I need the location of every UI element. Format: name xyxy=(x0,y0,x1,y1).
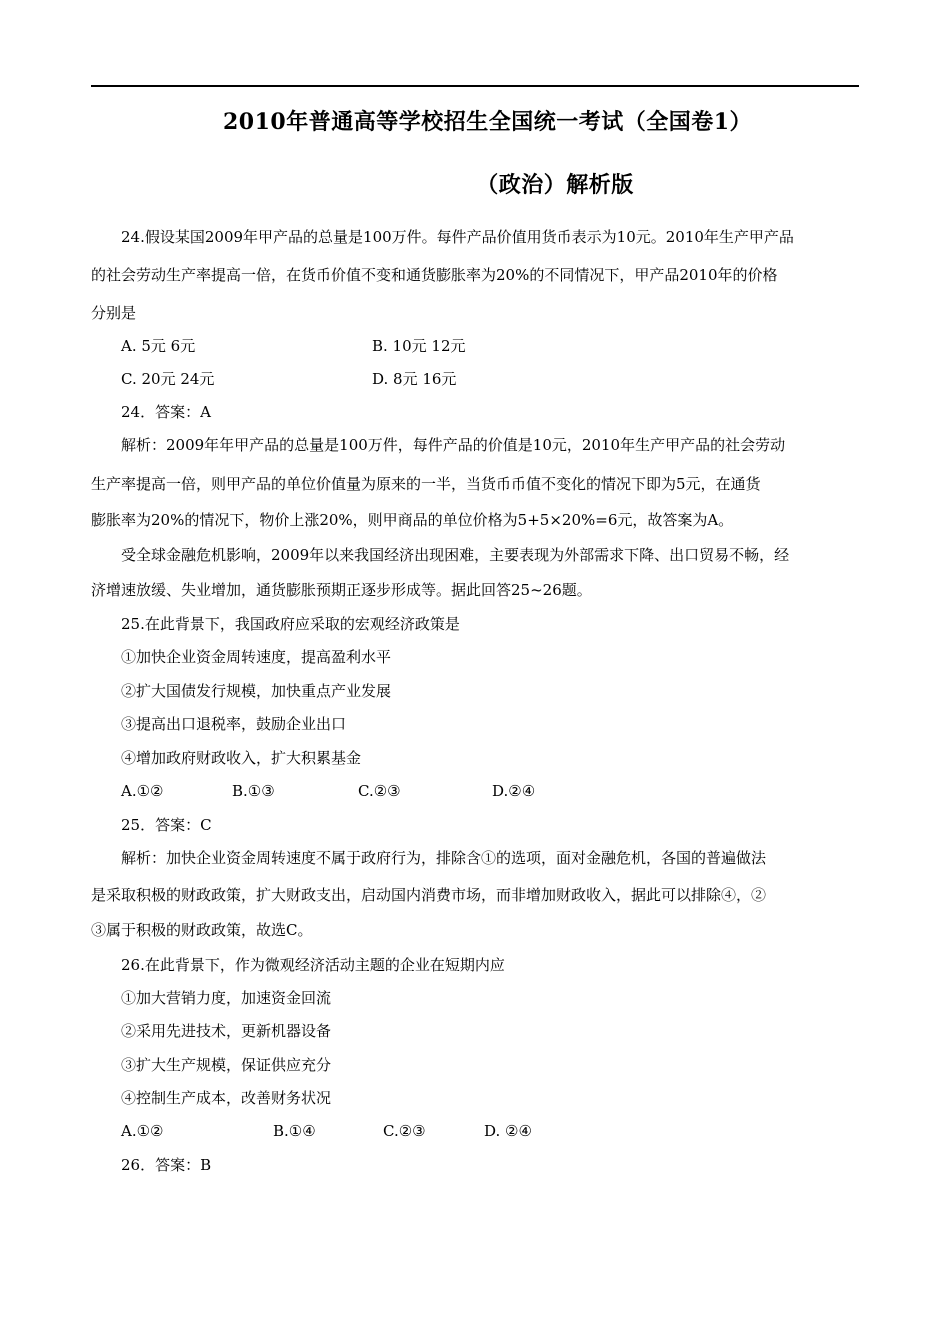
q25-item-4: ④增加政府财政收入，扩大积累基金 xyxy=(121,749,362,767)
q25-answer: 25．答案：C xyxy=(121,816,212,834)
q24-option-d: D. 8元 16元 xyxy=(372,370,457,388)
q26-item-4: ④控制生产成本，改善财务状况 xyxy=(121,1089,332,1107)
q26-item-1: ①加大营销力度，加速资金回流 xyxy=(121,989,332,1007)
q24-stem-line-1: 24.假设某国2009年甲产品的总量是100万件。每件产品价值用货币表示为10元。2010年生产甲产品 xyxy=(121,228,794,246)
background-line-1: 受全球金融危机影响，2009年以来我国经济出现困难，主要表现为外部需求下降、出口贸易不畅，经 xyxy=(121,546,790,564)
q25-explanation-line-2: 是采取积极的财政政策，扩大财政支出，启动国内消费市场，而非增加财政收入，据此可以排除④，② xyxy=(91,886,767,904)
document-title: 2010年普通高等学校招生全国统一考试（全国卷1） xyxy=(222,109,753,135)
q24-explanation-line-1: 解析：2009年年甲产品的总量是100万件，每件产品的价值是10元，2010年生产甲产品的社会劳动 xyxy=(121,436,786,454)
q26-option-b: B.①④ xyxy=(273,1122,316,1140)
q26-item-3: ③扩大生产规模，保证供应充分 xyxy=(121,1056,332,1074)
q24-option-a: A. 5元 6元 xyxy=(121,337,196,355)
q24-explanation-line-3: 膨胀率为20%的情况下，物价上涨20%，则甲商品的单位价格为5+5×20%=6元，故答案为A。 xyxy=(91,511,734,529)
q24-option-c: C. 20元 24元 xyxy=(121,370,215,388)
q26-item-2: ②采用先进技术，更新机器设备 xyxy=(121,1022,332,1040)
q25-item-1: ①加快企业资金周转速度，提高盈利水平 xyxy=(121,648,392,666)
q24-stem-line-2: 的社会劳动生产率提高一倍，在货币价值不变和通货膨胀率为20%的不同情况下，甲产品2010年的价格 xyxy=(91,266,778,284)
q26-stem: 26.在此背景下，作为微观经济活动主题的企业在短期内应 xyxy=(121,956,505,974)
q24-stem-line-3: 分别是 xyxy=(91,304,137,322)
q26-option-c: C.②③ xyxy=(383,1122,426,1140)
q24-explanation-line-2: 生产率提高一倍，则甲产品的单位价值量为原来的一半，当货币币值不变化的情况下即为5元，在通货 xyxy=(91,475,761,493)
q25-option-b: B.①③ xyxy=(232,782,275,800)
q24-answer: 24．答案：A xyxy=(121,403,211,421)
q25-explanation-line-1: 解析：加快企业资金周转速度不属于政府行为，排除含①的选项，面对金融危机，各国的普遍做法 xyxy=(121,849,767,867)
q25-option-d: D.②④ xyxy=(492,782,536,800)
document-subtitle: （政治）解析版 xyxy=(476,172,634,198)
q26-answer: 26．答案：B xyxy=(121,1156,212,1174)
q25-option-c: C.②③ xyxy=(358,782,401,800)
q25-option-a: A.①② xyxy=(121,782,164,800)
q26-option-a: A.①② xyxy=(121,1122,164,1140)
q25-explanation-line-3: ③属于积极的财政政策，故选C。 xyxy=(91,921,313,939)
q25-item-3: ③提高出口退税率，鼓励企业出口 xyxy=(121,715,347,733)
q26-option-d: D. ②④ xyxy=(484,1122,532,1140)
q25-item-2: ②扩大国债发行规模，加快重点产业发展 xyxy=(121,682,392,700)
background-line-2: 济增速放缓、失业增加，通货膨胀预期正逐步形成等。据此回答25~26题。 xyxy=(91,581,592,599)
q24-option-b: B. 10元 12元 xyxy=(372,337,466,355)
q25-stem: 25.在此背景下，我国政府应采取的宏观经济政策是 xyxy=(121,615,460,633)
header-rule xyxy=(91,85,859,87)
